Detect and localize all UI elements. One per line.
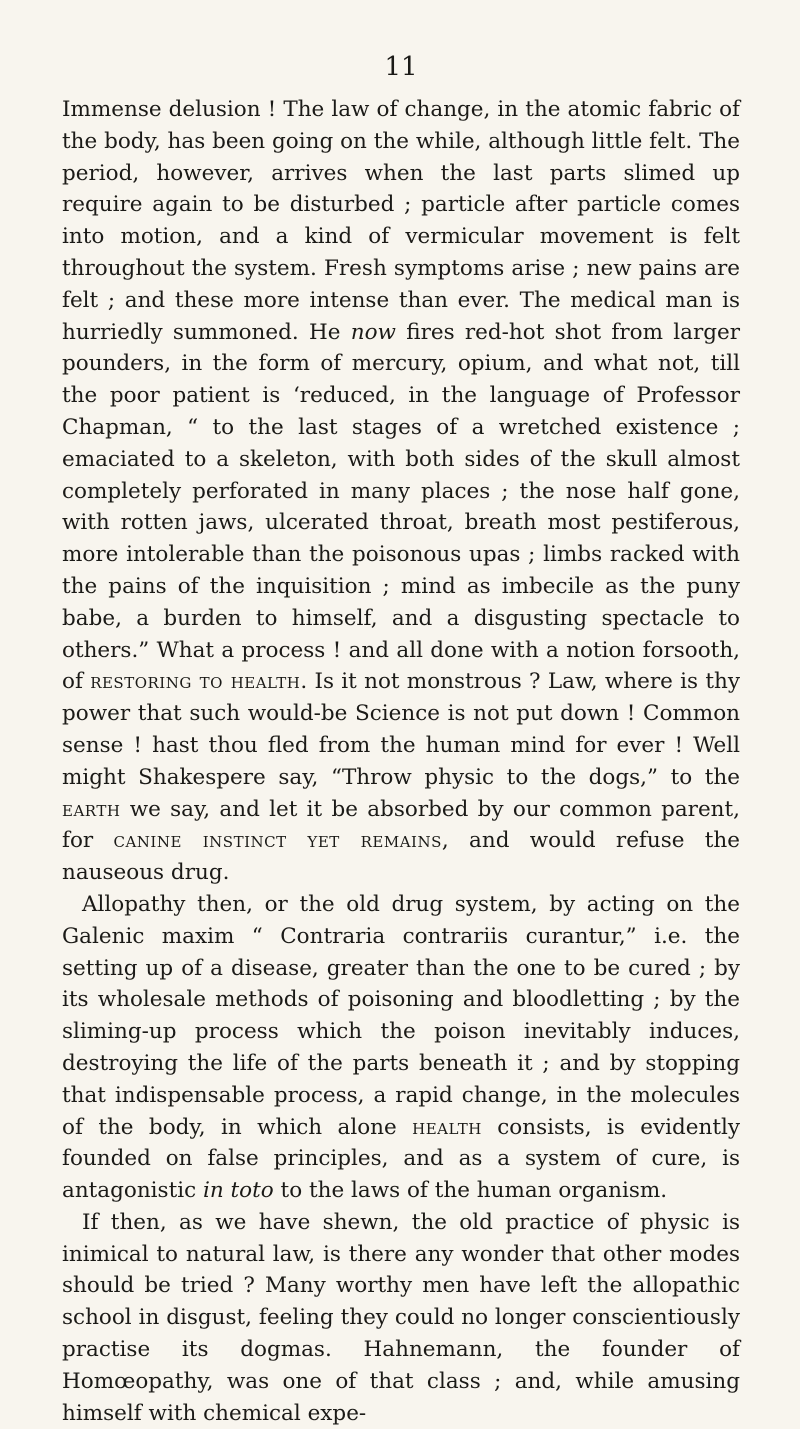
text-run: . Is it not monstrous ? Law, where is thy power that such would-be Science is not put down ! Common sense ! hast thou fled from the human mind for ever ! Well might Shakespere say, “Throw physic to the dogs,” to the bbox=[62, 669, 740, 790]
text-run: Allopathy then, or the old drug system, by acting on the Galenic maxim “ Contraria contrariis curantur,” i.e. the setting up of a disease, greater than the one to be cured ; by its wholesale methods of poisoning and bloodletting ; by the sliming-up process which the poison inevitably induces, destroying the life of the parts beneath it ; and by stopping that indispensable process, a rapid change, in the molecules of the body, in which alone bbox=[62, 891, 740, 1140]
text-run: If then, as we have shewn, the old practice of physic is inimical to natural law, is there any wonder that other modes should be tried ? Many worthy men have left the allopathic school in disgust, feeling they could no longer conscientiously practise its dogmas. Hahnemann, the founder of Homœopathy, was one of that class ; and, while amusing himself with chemical expe- bbox=[62, 1209, 740, 1426]
text-run: , and would refuse the nauseous drug. bbox=[62, 828, 741, 886]
paragraph-1 bbox=[62, 94, 740, 889]
paragraph-3 bbox=[62, 1207, 740, 1429]
text-run: consists, is evidently founded on false principles, and as a system of cure, is antagonistic bbox=[62, 1114, 740, 1204]
small-caps-run: earth bbox=[62, 796, 121, 822]
small-caps-run: health bbox=[412, 1114, 482, 1140]
small-caps-run: restoring to health bbox=[90, 669, 301, 695]
text-run: we say, and let it be absorbed by our common parent, for bbox=[62, 796, 740, 854]
page-number: 11 bbox=[384, 52, 418, 82]
italic-run: in toto bbox=[202, 1178, 274, 1204]
body-text bbox=[62, 94, 740, 1429]
italic-run: now bbox=[350, 319, 396, 345]
text-run: to the laws of the human organism. bbox=[273, 1178, 668, 1204]
small-caps-run: canine instinct yet remains bbox=[113, 828, 442, 854]
text-run: Immense delusion ! The law of change, in the atomic fabric of the body, has been going on the while, although little felt. The period, however, arrives when the last parts slimed up require again to be disturbed ; particle after particle comes into motion, and a kind of vermicular movement is felt throughout the system. Fresh symptoms arise ; new pains are felt ; and these more intense than ever. The medical man is hurriedly summoned. He bbox=[62, 97, 740, 345]
paragraph-2 bbox=[62, 889, 740, 1207]
text-run: fires red-hot shot from larger pounders, in the form of mercury, opium, and what not, till the poor patient is ‘reduced, in the language of Professor Chapman, “ to the last stages of a wretched existence ; emaciated to a skeleton, with both sides of the skull almost completely perforated in many places ; the nose half gone, with rotten jaws, ulcerated throat, breath most pestiferous, more intolerable than the poisonous upas ; limbs racked with the pains of the inquisition ; mind as imbecile as the puny babe, a burden to himself, and a disgusting spectacle to others.” What a process ! and all done with a notion forsooth, of bbox=[62, 319, 740, 695]
